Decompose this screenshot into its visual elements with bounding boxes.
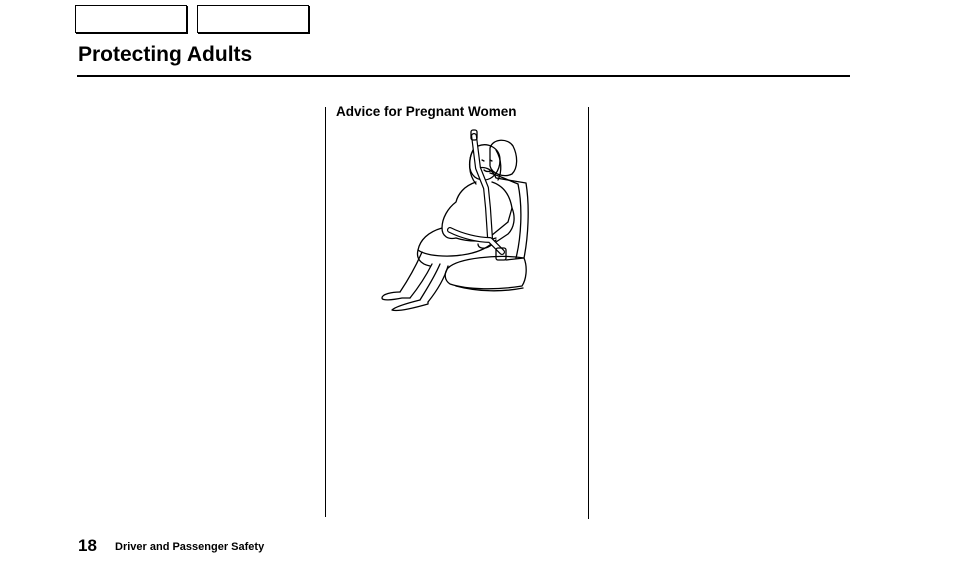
footer-section-name: Driver and Passenger Safety bbox=[115, 541, 265, 553]
pregnant-woman-seatbelt-icon bbox=[378, 128, 533, 318]
page-title: Protecting Adults bbox=[78, 43, 253, 66]
column-divider-right bbox=[588, 107, 589, 519]
section-heading: Advice for Pregnant Women bbox=[336, 104, 517, 119]
page-number: 18 bbox=[78, 536, 97, 555]
column-divider-left bbox=[325, 107, 326, 517]
title-rule bbox=[77, 75, 850, 77]
nav-button-2[interactable] bbox=[197, 5, 309, 33]
nav-button-1[interactable] bbox=[75, 5, 187, 33]
